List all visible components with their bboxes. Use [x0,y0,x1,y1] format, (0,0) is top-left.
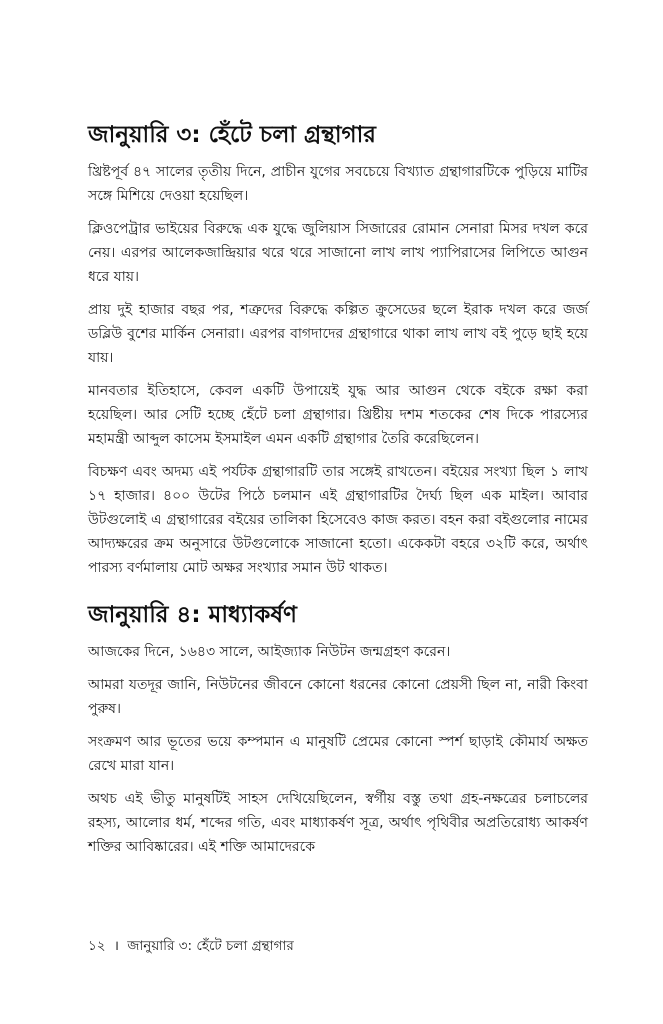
paragraph: বিচক্ষণ এবং অদম্য এই পর্যটক গ্রন্থাগারটি তার সঙ্গেই রাখতেন। বইয়ের সংখ্যা ছিল ১ লাখ ১৭ হাজার। ৪০০ উটের পিঠে চলমান এই গ্রন্থাগারটির দৈর্ঘ্য ছিল এক মাইল। আবার উটগুলোই এ গ্রন্থাগারের বইয়ের তালিকা হিসেবেও কাজ করত। বহন করা বইগুলোর নামের আদ্যক্ষরের ক্রম অনুসারে উটগুলোকে সাজানো হতো। একেকটা বহরে ৩২টি করে, অর্থাৎ পারস্য বর্ণমালায় মোট অক্ষর সংখ্যার সমান উট থাকত। [88,464,588,576]
section-january-4 [88,598,588,859]
paragraph: প্রায় দুই হাজার বছর পর, শত্রুদের বিরুদ্ধে কল্পিত ক্রুসেডের ছলে ইরাক দখল করে জর্জ ডব্লিউ বুশের মার্কিন সেনারা। এরপর বাগদাদের গ্রন্থাগারে থাকা লাখ লাখ বই পুড়ে ছাই হয়ে যায়। [88,302,588,366]
footer-separator: । [113,938,119,954]
page-number: ১২ [88,938,106,954]
paragraph: আমরা যতদূর জানি, নিউটনের জীবনে কোনো ধরনের কোনো প্রেয়সী ছিল না, নারী কিংবা পুরুষ। [88,677,588,717]
section-january-3 [88,118,588,580]
running-title: জানুয়ারি ৩: হেঁটে চলা গ্রন্থাগার [127,938,294,954]
page-footer [88,936,588,956]
book-page [88,118,588,868]
paragraph: অথচ এই ভীতু মানুষটিই সাহস দেখিয়েছিলেন, স্বর্গীয় বস্তু তথা গ্রহ-নক্ষত্রের চলাচলের রহস্য, আলোর ধর্ম, শব্দের গতি, এবং মাধ্যাকর্ষণ সূত্র, অর্থাৎ পৃথিবীর অপ্রতিরোধ্য আকর্ষণ শক্তির আবিষ্কারের। এই শক্তি আমাদেরকে [88,791,588,855]
paragraph: সংক্রমণ আর ভূতের ভয়ে কম্পমান এ মানুষটি প্রেমের কোনো স্পর্শ ছাড়াই কৌমার্য অক্ষত রেখে মারা যান। [88,734,588,774]
paragraph: খ্রিষ্টপূর্ব ৪৭ সালের তৃতীয় দিনে, প্রাচীন যুগের সবচেয়ে বিখ্যাত গ্রন্থাগারটিকে পুড়িয়ে মাটির সঙ্গে মিশিয়ে দেওয়া হয়েছিল। [88,164,588,204]
paragraph: মানবতার ইতিহাসে, কেবল একটি উপায়েই যুদ্ধ আর আগুন থেকে বইকে রক্ষা করা হয়েছিল। আর সেটি হচ্ছে হেঁটে চলা গ্রন্থাগার। খ্রিষ্টীয় দশম শতকের শেষ দিকে পারস্যের মহামন্ত্রী আব্দুল কাসেম ইসমাইল এমন একটি গ্রন্থাগার তৈরি করেছিলেন। [88,383,588,447]
section-heading: জানুয়ারি ৩: হেঁটে চলা গ্রন্থাগার [88,122,376,148]
section-heading: জানুয়ারি ৪: মাধ্যাকর্ষণ [88,602,297,628]
paragraph: ক্লিওপেট্রার ভাইয়ের বিরুদ্ধে এক যুদ্ধে জুলিয়াস সিজারের রোমান সেনারা মিসর দখল করে নেয়। এরপর আলেকজান্দ্রিয়ার থরে থরে সাজানো লাখ লাখ প্যাপিরাসের লিপিতে আগুন ধরে যায়। [88,221,588,285]
paragraph: আজকের দিনে, ১৬৪৩ সালে, আইজ্যাক নিউটন জন্মগ্রহণ করেন। [88,644,451,660]
